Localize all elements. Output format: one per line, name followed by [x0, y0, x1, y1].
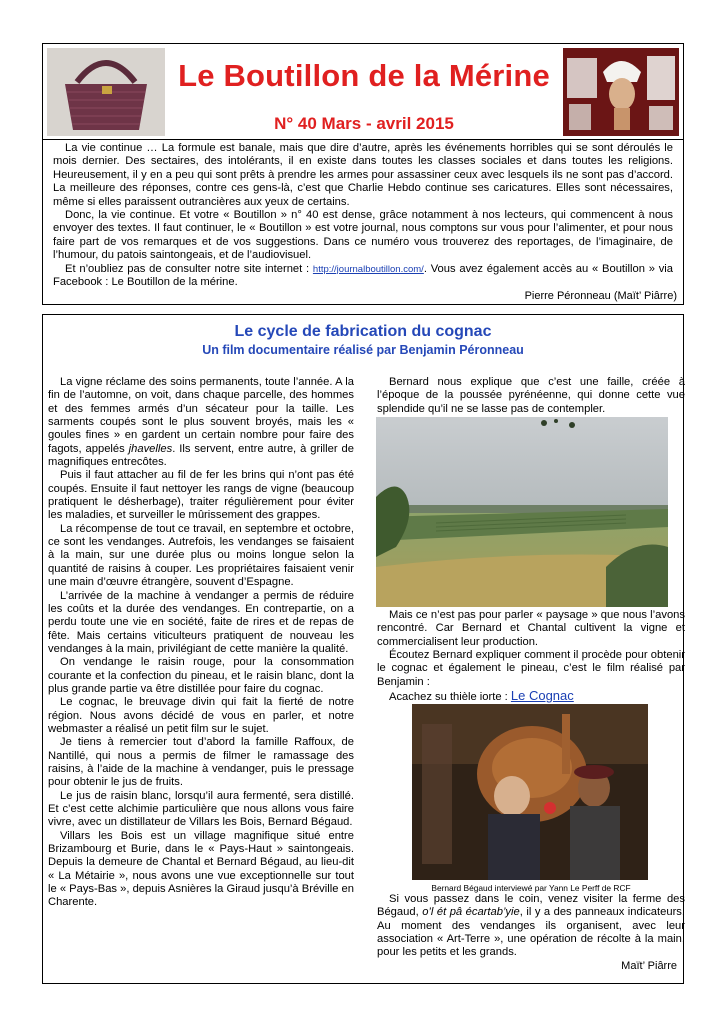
article-paragraph: La vigne réclame des soins permanents, toute l’année. A la fin de l’automne, on voit, dans chaque parcelle, des hommes et des femmes armés d’un sécateur pour la taille. Les sarments coupés sont le plus souvent broyés, mais les « goules fines » en gardent un certain nombre pour faire des fagots, appelés jhavelles. Ils servent, entre autre, à griller de magnifiques entrecôtes.	[48, 376, 354, 469]
editorial-paragraph: La vie continue … La formule est banale, mais que dire d’autre, après les événements horribles qui se sont déroulés le mois dernier. Des sectaires, des intolérants, il en existe dans toutes les classes sociales et dans toutes les religions. Heureusement, il y en a peu qui sont prêts à prendre les armes pour assassiner ceux avec lesquels ils ne sont pas d’accord. La meilleure des réponses, contre ces gens-là, c’est que Charlie Hebdo continue ses caricatures. Elles sont nécessaires, même si elles paraissent outrancières aux yeux de certains.	[53, 142, 673, 208]
article-paragraph: La récompense de tout ce travail, en septembre et octobre, ce sont les vendanges. Autrefois, les vendanges se faisaient à la main, sur une durée plus ou moins longue selon la quantité de raisins à couper. Les propriétaires faisaient venir une main d’œuvre étrangère, souvent d’Espagne.	[48, 522, 354, 589]
closing-text-end: , il y a des panneaux indicateurs. Au moment des vendanges ils organisent, avec leur association « Art-Terre », une opération de récolte à la main, pour les petits et les grands.	[377, 906, 685, 959]
article-paragraph: Bernard nous explique que c’est une faille, créée à l’époque de la poussée pyrénéenne, qui donne cette vue splendide qu’il ne se lasse pas de contempler.	[377, 376, 685, 415]
basket-photo	[47, 48, 165, 136]
article-paragraph: Puis il faut attacher au fil de fer les brins qui n’ont pas été coupés. Ensuite il faut nettoyer les rangs de vigne (beaucoup pratiquent le désherbage), traiter régulièrement pour éviter les maladies, et surveiller le mûrissement des grappes.	[48, 469, 354, 522]
editorial-paragraph: Donc, la vie continue. Et votre « Boutillon » n° 40 est dense, grâce notamment à nos lecteurs, qui commencent à nous envoyer des textes. Il faut continuer, le « Boutillon » est votre journal, nous comptons sur vous pour l’alimenter, et pour nous faire part de vos remarques et de vos suggestions. Dans ce numéro vous trouverez des reportages, de l’imaginaire, de l’humour, du patois saintongeais, et de l’audiovisuel.	[53, 209, 673, 262]
header-divider	[43, 139, 683, 140]
article-paragraph: Le cognac, le breuvage divin qui fait la fierté de notre région. Nous avons décidé de vous en parler, et notre webmaster a réalisé un petit film sur le sujet.	[48, 696, 354, 735]
site-link[interactable]: http://journalboutillon.com/	[312, 263, 424, 275]
article-right-middle	[377, 609, 685, 704]
article-paragraph: Je tiens à remercier tout d’abord la famille Raffoux, de Nantillé, qui nous a permis de filmer le ramassage des raisins, à l’aide de la machine à vendanger, puis le pressage pour obtenir le jus de fruits.	[48, 736, 354, 789]
cognac-film-link[interactable]: Le Cognac	[510, 688, 574, 704]
article-paragraph: Écoutez Bernard expliquer comment il procède pour obtenir le cognac et également le pineau, c’est le film réalisé par Benjamin :	[377, 649, 685, 688]
article-paragraph: Villars les Bois est un village magnifique situé entre Brizambourg et Burie, dans le « Pays-Haut » saintongeais. Depuis la demeure de Chantal et Bernard Bégaud, au lieu-dit « La Métairie », nous avons une vue exceptionnelle sur tout le « Pays-Bas », depuis Asnières la Giraud jusqu’à Bréville en Charente.	[48, 829, 354, 909]
article-title: Le cycle de fabrication du cognac	[234, 323, 492, 340]
masthead-box	[42, 43, 684, 305]
editorial-text	[53, 142, 673, 289]
patois-word: jhavelles	[128, 442, 173, 455]
patois-phrase: o’l ét pâ écartab’yie	[422, 906, 520, 919]
article-box	[42, 314, 684, 984]
editorial-paragraph	[53, 263, 673, 290]
article-right-intro	[377, 376, 685, 416]
landscape-photo	[376, 417, 668, 607]
closing-text-start: Si vous passez dans le coin, venez visiter la ferme des Bégaud,	[377, 893, 685, 919]
article-paragraph: Le jus de raisin blanc, lorsqu’il aura fermenté, sera distillé. Et c’est cette alchimie particulière que nous allons vous faire vivre, avec un distillateur de Villars les Bois, Bernard Bégaud.	[48, 789, 354, 829]
article-right-closing	[377, 893, 685, 960]
article-paragraph: L’arrivée de la machine à vendanger a permis de réduire les coûts et la durée des vendanges. En contrepartie, on a perdu toute une vie en société, faite de rires et de repas de fête. Mais certains viticulteurs pratiquent de nouveau les vendanges à la main, privilégiant de cette manière la qualité.	[48, 589, 354, 655]
film-link-line	[377, 689, 685, 704]
article-subtitle: Un film documentaire réalisé par Benjamin Péronneau	[202, 343, 524, 357]
site-prefix: Et n’oubliez pas de consulter notre site internet :	[65, 262, 313, 275]
issue-number: N° 40 Mars - avril 2015	[274, 114, 454, 133]
editorial-signature: Pierre Péronneau (Maït’ Piârre)	[524, 290, 677, 302]
photo-caption: Bernard Bégaud interviewé par Yann Le Perff de RCF	[431, 883, 631, 893]
article-paragraph	[377, 893, 685, 960]
site-suffix: . Vous avez également accès au « Boutillon » via Facebook : Le Boutillon de la mérine.	[53, 262, 673, 289]
article-signature: Maït’ Piârre	[621, 960, 677, 972]
masthead-title: Le Boutillon de la Mérine	[178, 58, 550, 93]
article-paragraph: Mais ce n’est pas pour parler « paysage » que nous l’avons rencontré. Car Bernard et Chantal cultivent la vigne et commercialisent leur production.	[377, 609, 685, 648]
article-left-column	[48, 376, 354, 910]
distillery-photo	[412, 704, 648, 880]
film-link-prefix: Acachez su thièle iorte :	[389, 691, 511, 704]
article-paragraph: On vendange le raisin rouge, pour la consommation courante et la confection du pineau, et le raisin blanc, dont la plus grande partie va être distillée pour faire du cognac.	[48, 656, 354, 695]
bonnet-photo	[563, 48, 679, 136]
